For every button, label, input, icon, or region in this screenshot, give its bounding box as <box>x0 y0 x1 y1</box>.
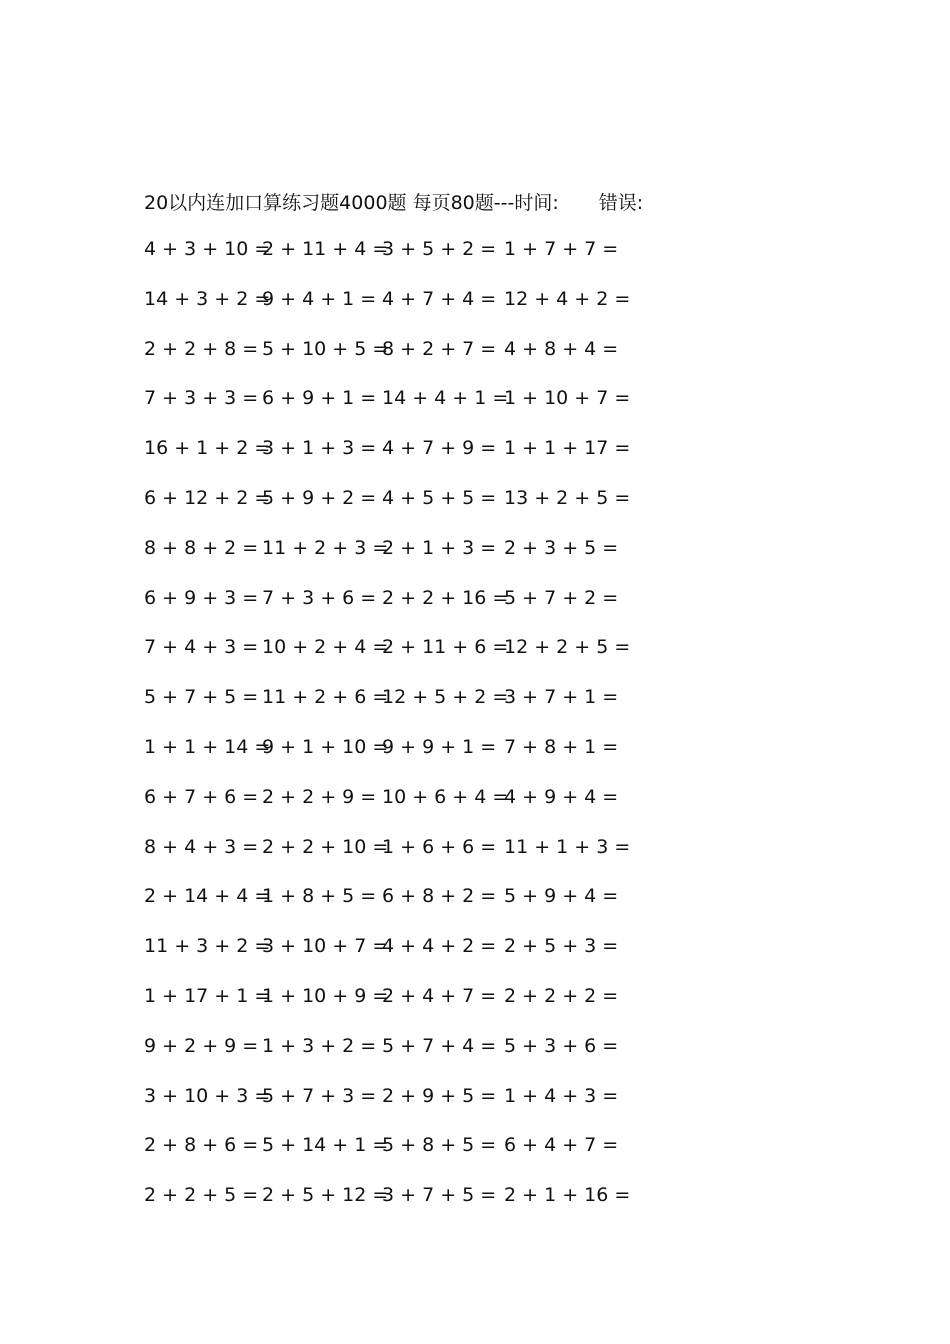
problem-item: 2 + 11 + 4 = <box>262 238 389 260</box>
problem-item: 5 + 14 + 1 = <box>262 1134 389 1157</box>
problem-item: 8 + 4 + 3 = <box>144 835 259 858</box>
problem-item: 2 + 11 + 6 = <box>382 636 509 659</box>
problem-item: 6 + 12 + 2 = <box>144 486 271 509</box>
problem-item: 5 + 7 + 5 = <box>144 686 259 709</box>
problem-item: 7 + 8 + 1 = <box>504 735 619 758</box>
worksheet-header <box>144 186 643 216</box>
problem-item: 5 + 9 + 2 = <box>262 486 377 509</box>
problem-item: 1 + 6 + 6 = <box>382 835 497 858</box>
problem-item: 5 + 9 + 4 = <box>504 885 619 908</box>
problem-item: 3 + 7 + 5 = <box>382 1184 497 1207</box>
problem-item: 1 + 8 + 5 = <box>262 885 377 908</box>
problem-item: 2 + 2 + 8 = <box>144 337 259 360</box>
problem-item: 3 + 1 + 3 = <box>262 437 377 460</box>
worksheet-title: 20以内连加口算练习题4000题 每页80题---时间: <box>144 191 559 214</box>
problem-item: 1 + 17 + 1 = <box>144 984 271 1007</box>
problem-item: 1 + 10 + 7 = <box>504 387 631 410</box>
problem-item: 2 + 14 + 4 = <box>144 885 271 908</box>
problem-item: 6 + 9 + 1 = <box>262 387 377 410</box>
problem-item: 3 + 10 + 7 = <box>262 935 389 958</box>
problem-item: 1 + 4 + 3 = <box>504 1084 619 1107</box>
problem-item: 2 + 5 + 12 = <box>262 1184 389 1207</box>
problem-item: 1 + 7 + 7 = <box>504 238 619 260</box>
problem-item: 1 + 1 + 14 = <box>144 735 271 758</box>
problem-item: 9 + 4 + 1 = <box>262 287 377 310</box>
problem-item: 4 + 4 + 2 = <box>382 935 497 958</box>
problem-item: 4 + 7 + 9 = <box>382 437 497 460</box>
problem-item: 5 + 7 + 4 = <box>382 1034 497 1057</box>
problem-item: 9 + 2 + 9 = <box>144 1034 259 1057</box>
problem-item: 7 + 4 + 3 = <box>144 636 259 659</box>
problem-item: 11 + 2 + 3 = <box>262 536 389 559</box>
problem-item: 2 + 2 + 16 = <box>382 586 509 609</box>
problem-item: 2 + 2 + 2 = <box>504 984 619 1007</box>
problem-item: 9 + 9 + 1 = <box>382 735 497 758</box>
problem-item: 2 + 3 + 5 = <box>504 536 619 559</box>
problem-item: 6 + 7 + 6 = <box>144 785 259 808</box>
problem-item: 1 + 1 + 17 = <box>504 437 631 460</box>
problem-item: 10 + 6 + 4 = <box>382 785 509 808</box>
problem-item: 6 + 8 + 2 = <box>382 885 497 908</box>
problem-item: 2 + 9 + 5 = <box>382 1084 497 1107</box>
problem-item: 4 + 8 + 4 = <box>504 337 619 360</box>
errors-label: 错误: <box>598 191 644 214</box>
problem-item: 12 + 2 + 5 = <box>504 636 631 659</box>
problem-item: 14 + 3 + 2 = <box>144 287 271 310</box>
problem-item: 4 + 7 + 4 = <box>382 287 497 310</box>
problem-item: 2 + 8 + 6 = <box>144 1134 259 1157</box>
problem-item: 3 + 7 + 1 = <box>504 686 619 709</box>
problem-item: 8 + 2 + 7 = <box>382 337 497 360</box>
problem-item: 12 + 4 + 2 = <box>504 287 631 310</box>
problem-item: 5 + 8 + 5 = <box>382 1134 497 1157</box>
problem-item: 16 + 1 + 2 = <box>144 437 271 460</box>
problem-item: 8 + 8 + 2 = <box>144 536 259 559</box>
problem-item: 6 + 9 + 3 = <box>144 586 259 609</box>
problem-item: 13 + 2 + 5 = <box>504 486 631 509</box>
problem-item: 11 + 3 + 2 = <box>144 935 271 958</box>
problem-item: 2 + 4 + 7 = <box>382 984 497 1007</box>
problem-item: 5 + 3 + 6 = <box>504 1034 619 1057</box>
problem-item: 4 + 5 + 5 = <box>382 486 497 509</box>
problem-item: 2 + 2 + 9 = <box>262 785 377 808</box>
problem-item: 2 + 5 + 3 = <box>504 935 619 958</box>
problem-item: 5 + 10 + 5 = <box>262 337 389 360</box>
problem-item: 4 + 3 + 10 = <box>144 238 271 260</box>
problem-item: 2 + 1 + 16 = <box>504 1184 631 1207</box>
problem-item: 9 + 1 + 10 = <box>262 735 389 758</box>
problem-item: 10 + 2 + 4 = <box>262 636 389 659</box>
problem-item: 2 + 2 + 5 = <box>144 1184 259 1207</box>
problem-item: 11 + 2 + 6 = <box>262 686 389 709</box>
problem-item: 1 + 3 + 2 = <box>262 1034 377 1057</box>
problem-item: 4 + 9 + 4 = <box>504 785 619 808</box>
problem-item: 7 + 3 + 6 = <box>262 586 377 609</box>
problem-item: 6 + 4 + 7 = <box>504 1134 619 1157</box>
problem-item: 1 + 10 + 9 = <box>262 984 389 1007</box>
problem-item: 5 + 7 + 3 = <box>262 1084 377 1107</box>
problem-item: 12 + 5 + 2 = <box>382 686 509 709</box>
problem-item: 2 + 1 + 3 = <box>382 536 497 559</box>
problem-item: 5 + 7 + 2 = <box>504 586 619 609</box>
problem-item: 3 + 5 + 2 = <box>382 238 497 260</box>
problem-item: 7 + 3 + 3 = <box>144 387 259 410</box>
problem-item: 3 + 10 + 3 = <box>144 1084 271 1107</box>
problem-item: 11 + 1 + 3 = <box>504 835 631 858</box>
problem-item: 14 + 4 + 1 = <box>382 387 509 410</box>
problem-item: 2 + 2 + 10 = <box>262 835 389 858</box>
